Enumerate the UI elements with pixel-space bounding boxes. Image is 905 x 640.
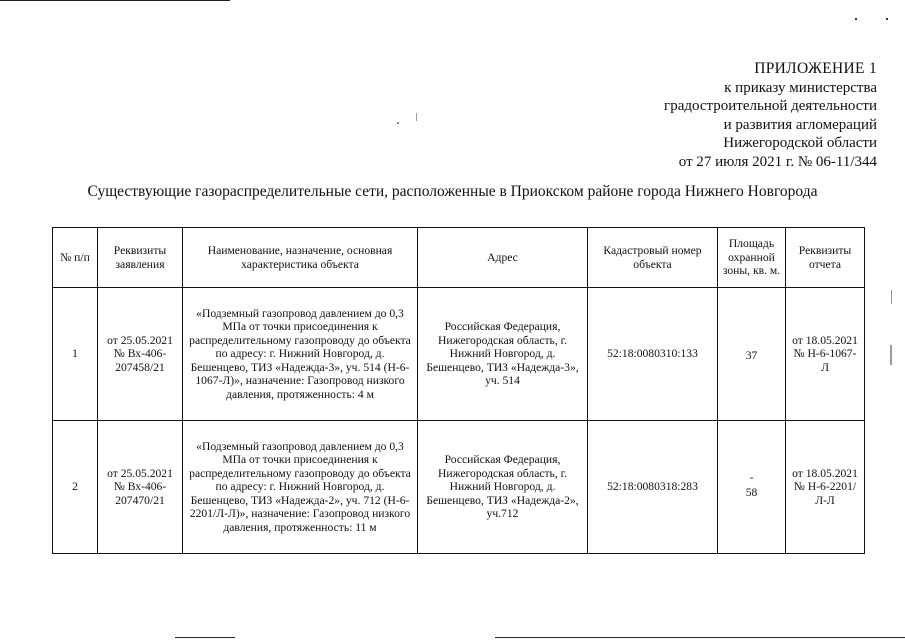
- gas-network-table: [52, 227, 865, 554]
- cell-number: 1: [53, 288, 98, 421]
- cell-cadastral: 52:18:0080318:283: [588, 421, 718, 554]
- appendix-title: ПРИЛОЖЕНИЕ 1: [754, 60, 877, 77]
- scan-speck: [886, 18, 888, 20]
- table-row: [53, 288, 865, 421]
- column-header-report: Реквизиты отчета: [786, 228, 865, 288]
- cell-description: «Подземный газопровод давлением до 0,3 МПа от точки присоединения к распределительному газопроводу до объекта по адресу: г. Нижний Новгород, д. Бешенцево, ТИЗ «Надежда-2», уч. 712 (Н-6-2201/Л-Л)», назначение: Газопровод низкого давления, протяженность: 11 м: [183, 421, 418, 554]
- table-row: [53, 421, 865, 554]
- scan-speck: [855, 18, 857, 20]
- cell-cadastral: 52:18:0080310:133: [588, 288, 718, 421]
- column-header-application: Реквизиты заявления: [98, 228, 183, 288]
- scan-speck: [890, 345, 892, 365]
- area-mark: -: [749, 471, 754, 485]
- area-value: 58: [745, 486, 758, 500]
- appendix-line: Нижегородской области: [723, 135, 877, 151]
- column-header-address: Адрес: [418, 228, 588, 288]
- appendix-line: к приказу министерства: [724, 79, 877, 96]
- cell-area: [718, 421, 786, 554]
- cell-application: от 25.05.2021 № Вх-406-207470/21: [98, 421, 183, 554]
- cell-area: [718, 288, 786, 421]
- bottom-edge-line: [495, 637, 905, 638]
- top-edge-line: [0, 0, 230, 1]
- column-header-number: № п/п: [53, 228, 98, 288]
- cell-number: 2: [53, 421, 98, 554]
- scan-speck: [891, 290, 892, 304]
- cell-application: от 25.05.2021 № Вх-406-207458/21: [98, 288, 183, 421]
- cell-address: Российская Федерация, Нижегородская область, г. Нижний Новгород, д. Бешенцево, ТИЗ «Надежда-3», уч. 514: [418, 288, 588, 421]
- appendix-header: [664, 60, 877, 171]
- cell-description: «Подземный газопровод давлением до 0,3 МПа от точки присоединения к распределительному газопроводу до объекта по адресу: г. Нижний Новгород, д. Бешенцево, ТИЗ «Надежда-3», уч. 514 (Н-6-1067-Л)», назначение: Газопровод низкого давления, протяженность: 4 м: [183, 288, 418, 421]
- appendix-line: градостроительной деятельности: [664, 98, 877, 114]
- bottom-edge-line-left: [175, 637, 235, 638]
- column-header-area: Площадь охранной зоны, кв. м.: [718, 228, 786, 288]
- table-header-row: [53, 228, 865, 288]
- scan-speck: [397, 122, 399, 124]
- cell-address: Российская Федерация, Нижегородская область, г. Нижний Новгород, д. Бешенцево, ТИЗ «Надежда-2», уч.712: [418, 421, 588, 554]
- cell-report: от 18.05.2021 № Н-6-1067-Л: [786, 288, 865, 421]
- column-header-cadastral: Кадастровый номер объекта: [588, 228, 718, 288]
- document-title: Существующие газораспределительные сети, расположенные в Приокском районе города Нижнего Новгорода: [87, 183, 818, 200]
- column-header-description: Наименование, назначение, основная характеристика объекта: [183, 228, 418, 288]
- area-value: 37: [745, 349, 758, 363]
- appendix-order-date: от 27 июля 2021 г. № 06-11/344: [678, 153, 877, 170]
- cell-report: от 18.05.2021 № Н-6-2201/Л-Л: [786, 421, 865, 554]
- appendix-line: и развития агломераций: [723, 116, 877, 133]
- scan-speck: [416, 113, 417, 121]
